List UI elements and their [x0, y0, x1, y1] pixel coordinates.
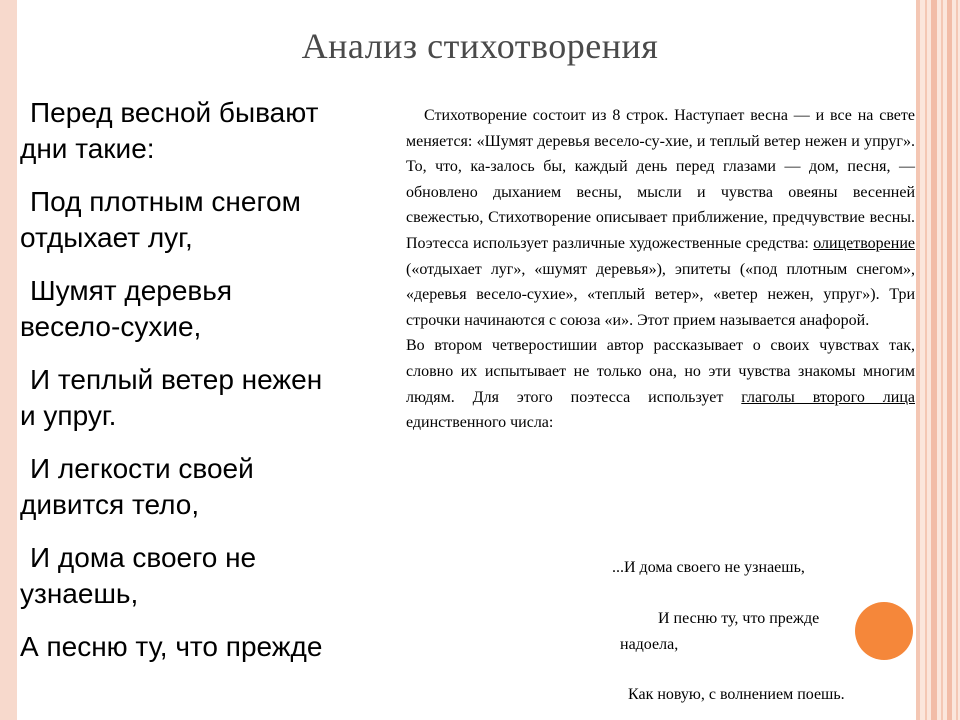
poem-line: Под плотным снегом — [30, 186, 301, 217]
poem-stanza — [20, 362, 400, 434]
poem-line: Перед весной бывают — [30, 97, 319, 128]
poem-stanza — [20, 273, 400, 345]
analysis-text-span: Во втором четверостишии автор рассказывает о своих чувствах так, словно их испытывает не только она, но эти чувства знакомы многим людям. Для этого поэтесса использует — [406, 337, 915, 406]
poem-line: А песню ту, что прежде — [20, 631, 323, 662]
poem-line: дни такие: — [20, 133, 155, 164]
poem-line: И дома своего не — [30, 542, 257, 573]
right-decorative-stripes — [916, 0, 960, 720]
poem-line: И теплый ветер нежен — [30, 364, 323, 395]
quote-line: Как новую, с волнением поешь. — [628, 686, 845, 703]
poem-stanza — [20, 184, 400, 256]
poem-stanza — [20, 451, 400, 523]
quote-line: ...И дома своего не узнаешь, — [612, 559, 805, 576]
poem-text — [20, 95, 400, 682]
analysis-paragraph-2 — [406, 333, 915, 435]
orange-circle-decoration — [855, 602, 913, 660]
poem-stanza — [20, 629, 400, 665]
analysis-text — [406, 103, 915, 436]
poem-line: Шумят деревья — [30, 275, 233, 306]
personification-term: олицетворение — [813, 234, 915, 252]
poem-stanza — [20, 540, 400, 612]
analysis-text-span: единственного числа: — [406, 414, 554, 432]
analysis-paragraph-1 — [406, 103, 915, 333]
analysis-text-span: Стихотворение состоит из 8 строк. Наступает весна — и все на свете меняется: «Шумят деревья весело-су-хие, и теплый ветер нежен и упруг». То, что, ка-залось бы, каждый день перед глазами — дом, песня, — обновлено дыханием весны, мысли и чувства овеяны весенней свежестью, Стихотворение описывает приближение, предчувствие весны. Поэтесса использует различные художественные средства: — [406, 107, 915, 252]
left-decorative-border — [0, 0, 17, 720]
quote-line: надоела, — [620, 636, 679, 653]
analysis-text-span: («отдыхает луг», «шумят деревья»), эпитеты («под плотным снегом», «деревья весело-сухие», «теплый ветер», «ветер нежен, упруг»). Три строчки начинаются с союза «и». Этот прием называется анафорой. — [406, 260, 915, 329]
poem-line: узнаешь, — [20, 578, 139, 609]
poem-line: дивится тело, — [20, 489, 200, 520]
poem-line: отдыхает луг, — [20, 222, 193, 253]
slide-title: Анализ стихотворения — [301, 26, 659, 66]
quote-line: И песню ту, что прежде — [658, 610, 820, 627]
poem-line: и упруг. — [20, 400, 117, 431]
poem-line: весело-сухие, — [20, 311, 202, 342]
poem-line: И легкости своей — [30, 453, 254, 484]
poem-stanza — [20, 95, 400, 167]
second-person-verbs-term: глаголы второго лица — [741, 388, 915, 406]
